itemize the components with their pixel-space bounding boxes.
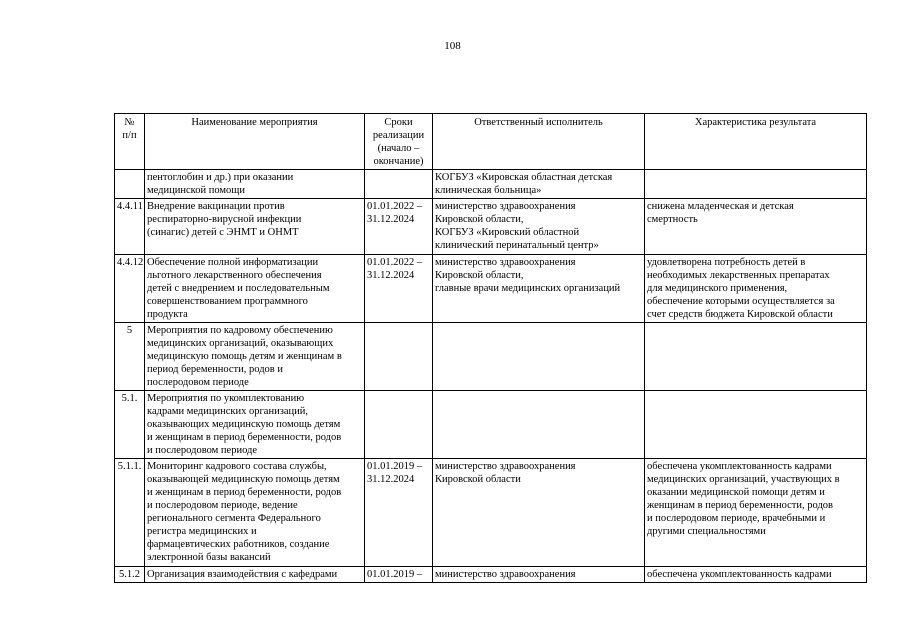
table-row [115, 459, 867, 567]
row-num: 5.1.2 [115, 567, 145, 583]
row-executor: министерство здравоохранения Кировской области [433, 459, 645, 567]
table-row [115, 323, 867, 391]
row-executor [433, 323, 645, 391]
row-name: Мероприятия по кадровому обеспечению медицинских организаций, оказывающих медицинскую помощь детям и женщинам в период беременности, родов и послеродовом периоде [145, 323, 365, 391]
header-result: Характеристика результата [645, 114, 867, 170]
header-name: Наименование мероприятия [145, 114, 365, 170]
row-executor: министерство здравоохранения Кировской области, КОГБУЗ «Кировский областной клинический перинатальный центр» [433, 199, 645, 255]
header-executor: Ответственный исполнитель [433, 114, 645, 170]
header-num: № п/п [115, 114, 145, 170]
row-num: 4.4.12 [115, 255, 145, 323]
row-executor: министерство здравоохранения [433, 567, 645, 583]
row-name: Внедрение вакцинации против респираторно-вирусной инфекции (синагис) детей с ЭНМТ и ОНМТ [145, 199, 365, 255]
row-num: 5.1. [115, 391, 145, 459]
row-result: обеспечена укомплектованность кадрами медицинских организаций, участвующих в оказании медицинской помощи детям и женщинам в период беременности, родов и послеродовом периоде, врачебными и другими специальностями [645, 459, 867, 567]
row-result [645, 323, 867, 391]
row-name: Обеспечение полной информатизации льготного лекарственного обеспечения детей с внедрением и последовательным совершенствованием программного продукта [145, 255, 365, 323]
page-number: 108 [444, 40, 461, 52]
table-row [115, 170, 867, 199]
row-dates [365, 323, 433, 391]
row-result: удовлетворена потребность детей в необходимых лекарственных препаратах для медицинского применения, обеспечение которыми осуществляется за счет средств бюджета Кировской области [645, 255, 867, 323]
table-header-row [115, 114, 867, 170]
row-result: снижена младенческая и детская смертность [645, 199, 867, 255]
row-executor: КОГБУЗ «Кировская областная детская клиническая больница» [433, 170, 645, 199]
row-name: Мероприятия по укомплектованию кадрами медицинских организаций, оказывающих медицинскую помощь детям и женщинам в период беременности, родов и послеродовом периоде [145, 391, 365, 459]
row-dates [365, 391, 433, 459]
row-dates: 01.01.2022 – 31.12.2024 [365, 255, 433, 323]
row-result [645, 170, 867, 199]
table-row [115, 391, 867, 459]
table-row [115, 567, 867, 583]
activities-table [114, 113, 867, 583]
header-dates: Сроки реализации (начало – окончание) [365, 114, 433, 170]
row-num [115, 170, 145, 199]
row-name: пентоглобин и др.) при оказании медицинской помощи [145, 170, 365, 199]
table-row [115, 199, 867, 255]
table-row [115, 255, 867, 323]
row-executor [433, 391, 645, 459]
row-num: 4.4.11 [115, 199, 145, 255]
row-dates [365, 170, 433, 199]
row-name: Мониторинг кадрового состава службы, оказывающей медицинскую помощь детям и женщинам в период беременности, родов и послеродовом периоде, ведение регионального сегмента Федерального регистра медицинских и фармацевтических работников, создание электронной базы вакансий [145, 459, 365, 567]
row-num: 5.1.1. [115, 459, 145, 567]
row-result [645, 391, 867, 459]
row-executor: министерство здравоохранения Кировской области, главные врачи медицинских организаций [433, 255, 645, 323]
row-dates: 01.01.2022 – 31.12.2024 [365, 199, 433, 255]
row-num: 5 [115, 323, 145, 391]
row-dates: 01.01.2019 – [365, 567, 433, 583]
row-name: Организация взаимодействия с кафедрами [145, 567, 365, 583]
row-dates: 01.01.2019 – 31.12.2024 [365, 459, 433, 567]
row-result: обеспечена укомплектованность кадрами [645, 567, 867, 583]
